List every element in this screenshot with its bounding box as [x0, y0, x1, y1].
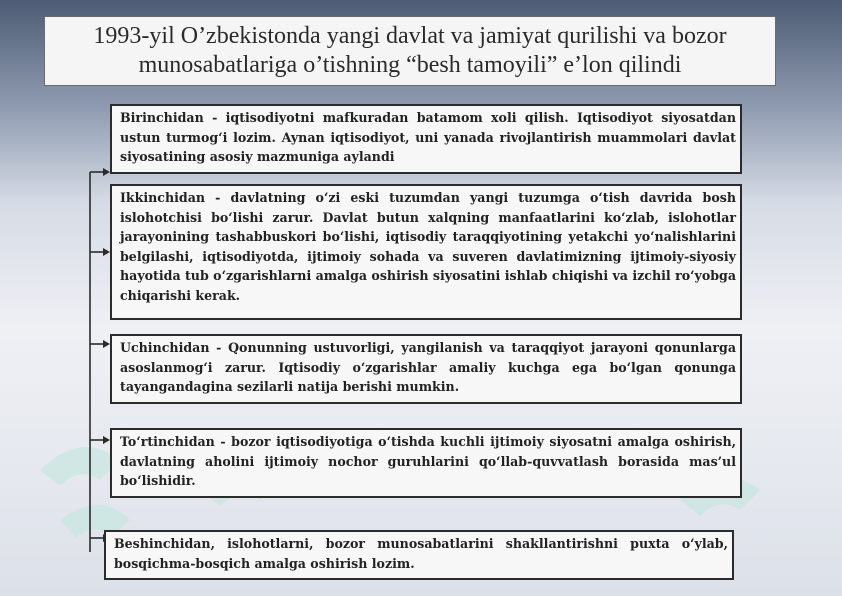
principle-2-text: Ikkinchidan - davlatning o‘zi eski tuzumdan yangi tuzumga o‘tish davrida bosh islohotchisi bo‘lishi zarur. Davlat butun xalqning manfaatlarini ko‘zlab, islohotlar jarayonining tashabbuskori bo‘lishi, iqtisodiy taraqqiyotining yetakchi yo‘nalishlarini belgilashi, iqtisodiyotda, ijtimoiy sohada va suveren davlatimizning ijtimoiy-siyosiy hayotida tub o‘zgarishlarni amalga oshirish siyosatini ishlab chiqishi va izchil ro‘yobga chiqarishi kerak. — [120, 190, 736, 303]
principle-1-box — [110, 104, 742, 174]
page-title: 1993-yil O’zbekistonda yangi davlat va jamiyat qurilishi va bozor munosabatlariga o’tishning “besh tamoyili” e’lon qilindi — [93, 23, 727, 78]
principle-4-text: To‘rtinchidan - bozor iqtisodiyotiga o‘tishda kuchli ijtimoiy siyosatni amalga oshirish, davlatning aholini ijtimoiy nochor guruhlarini qo‘llab-quvvatlash borasida mas’ul bo‘lishidir. — [120, 434, 736, 488]
principle-5-box — [104, 530, 734, 580]
principle-4-box — [110, 428, 742, 498]
principle-5-text: Beshinchidan, islohotlarni, bozor munosabatlarini shakllantirishni puxta o‘ylab, bosqichma-bosqich amalga oshirish lozim. — [114, 536, 728, 571]
principle-3-text: Uchinchidan - Qonunning ustuvorligi, yangilanish va taraqqiyot jarayoni qonunlarga asoslanmog‘i zarur. Iqtisodiy o‘zgarishlar amaliy kuchga ega bo‘lgan qonunga tayangandagina sezilarli natija berishi mumkin. — [120, 340, 736, 394]
principle-2-box — [110, 184, 742, 320]
principle-3-box — [110, 334, 742, 404]
principle-1-text: Birinchidan - iqtisodiyotni mafkuradan batamom xoli qilish. Iqtisodiyot siyosatdan ustun turmog‘i lozim. Aynan iqtisodiyot, uni yanada rivojlantirish muammolari davlat siyosatining asosiy mazmuniga aylandi — [120, 110, 736, 164]
